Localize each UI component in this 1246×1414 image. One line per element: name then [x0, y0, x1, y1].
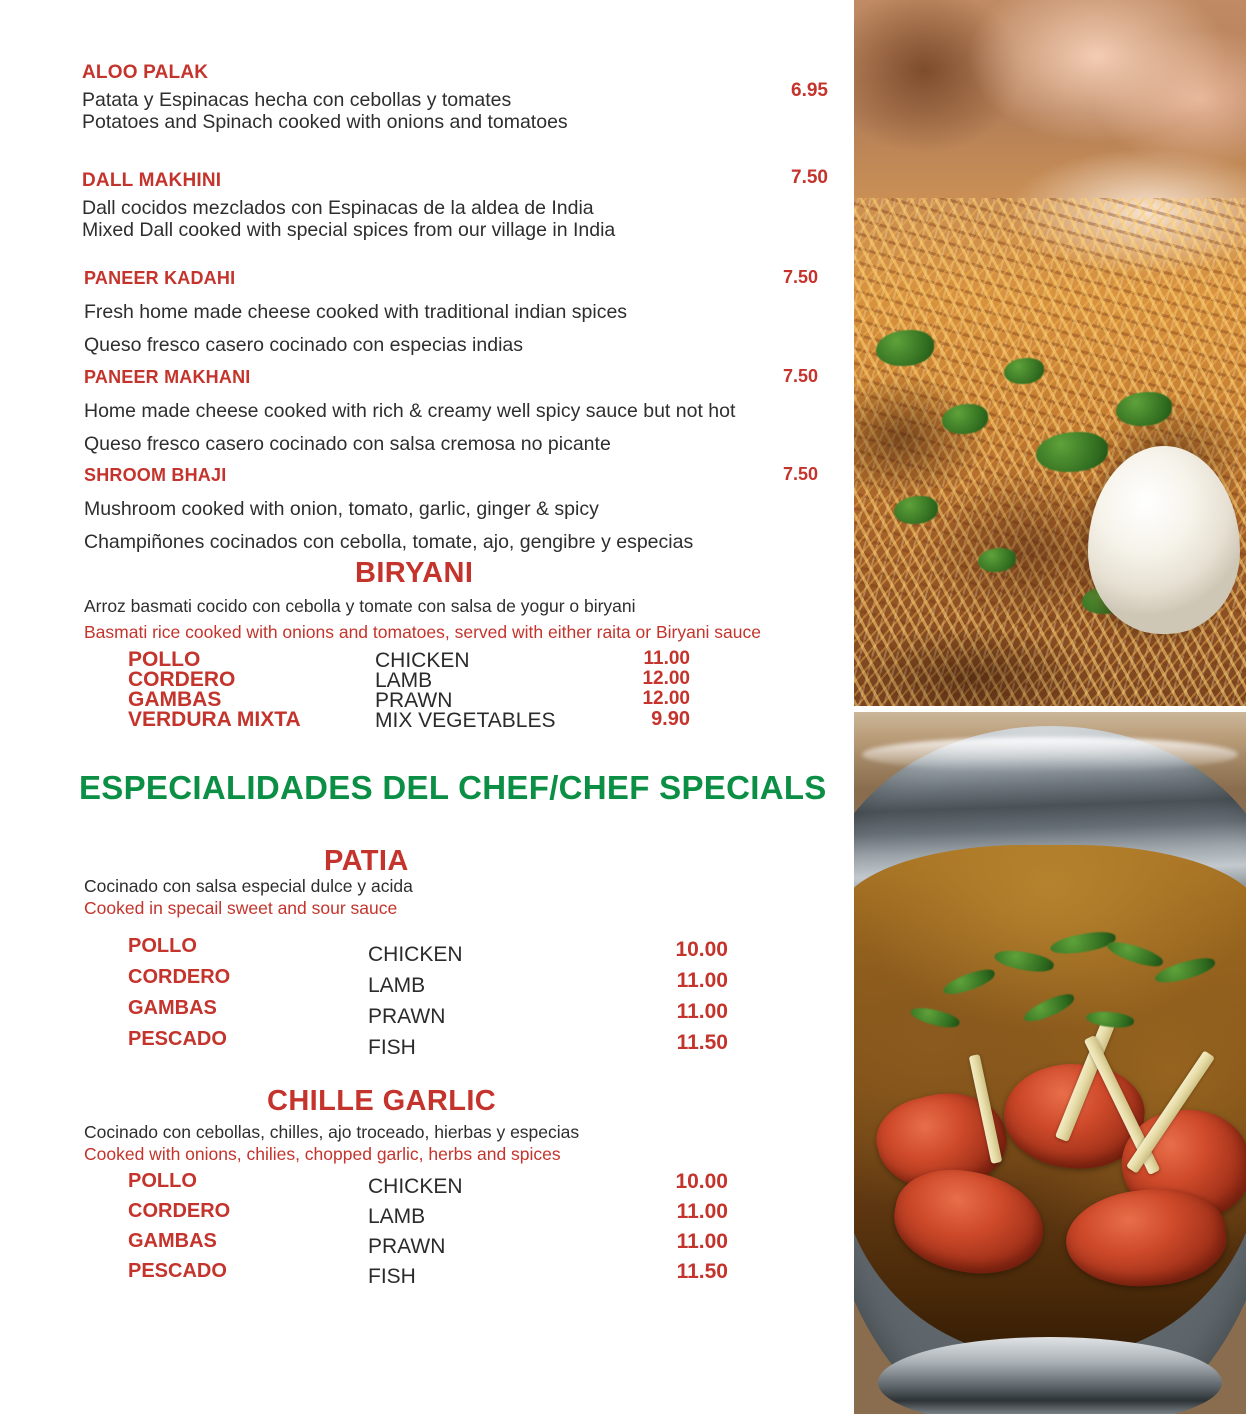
dish-description-en: Potatoes and Spinach cooked with onions and tomatoes	[82, 111, 568, 134]
chille-description-en: Cooked with onions, chilies, chopped garlic, herbs and spices	[84, 1144, 561, 1164]
dish-name: ALOO PALAK	[82, 62, 209, 83]
item-price: 12.00	[642, 688, 690, 709]
item-price: 11.00	[676, 969, 728, 992]
photo-column	[854, 0, 1246, 1414]
bowl-rim-highlight	[862, 737, 1238, 772]
item-price: 10.00	[675, 938, 728, 961]
dish-price: 7.50	[782, 366, 818, 386]
item-name-es: CORDERO	[128, 1200, 231, 1222]
item-price: 12.00	[642, 668, 690, 689]
item-name-en: FISH	[368, 1265, 416, 1288]
item-price: 11.00	[676, 1230, 728, 1253]
item-name-en: LAMB	[368, 1205, 426, 1228]
item-name-en: LAMB	[375, 669, 433, 692]
dish-description-es: Patata y Espinacas hecha con cebollas y tomates	[82, 89, 512, 111]
patia-price-table	[128, 935, 728, 1059]
dish-price: 6.95	[791, 80, 828, 101]
item-price: 11.00	[643, 648, 690, 669]
dish-description-es: Queso fresco casero cocinado con salsa cremosa no picante	[84, 433, 611, 456]
dish-price: 7.50	[791, 167, 828, 188]
chille-description-es: Cocinado con cebollas, chilles, ajo troceado, hierbas y especias	[84, 1122, 580, 1142]
item-name-en: CHICKEN	[368, 1175, 463, 1198]
item-price: 11.00	[676, 1000, 728, 1023]
dish-name: DALL MAKHINI	[82, 170, 222, 191]
menu-item-shroom-bhaji	[84, 465, 693, 554]
dish-name: SHROOM BHAJI	[84, 465, 227, 485]
item-name-es: POLLO	[128, 1170, 197, 1192]
dish-description-en: Mushroom cooked with onion, tomato, garlic, ginger & spicy	[84, 498, 599, 520]
biryani-description-en: Basmati rice cooked with onions and tomatoes, served with either raita or Biryani sauce	[84, 622, 761, 642]
item-name-es: POLLO	[128, 648, 201, 671]
item-name-en: CHICKEN	[375, 649, 470, 672]
biryani-price-table	[128, 648, 708, 732]
item-name-en: CHICKEN	[368, 943, 463, 966]
table-row	[128, 648, 708, 672]
table-row	[128, 1170, 728, 1200]
item-name-en: LAMB	[368, 974, 426, 997]
item-name-es: PESCADO	[128, 1028, 227, 1050]
chille-garlic-price-table	[128, 1170, 728, 1290]
table-row	[128, 1200, 728, 1230]
table-row	[128, 1230, 728, 1260]
item-name-es: CORDERO	[128, 966, 231, 988]
section-title-chille-garlic: CHILLE GARLIC	[267, 1085, 497, 1117]
table-row	[128, 966, 728, 997]
section-title-patia: PATIA	[324, 845, 409, 877]
patia-description-es: Cocinado con salsa especial dulce y acida	[84, 876, 413, 896]
item-price: 11.50	[676, 1260, 728, 1283]
dish-description-en: Home made cheese cooked with rich & creamy well spicy sauce but not hot	[84, 400, 736, 422]
item-name-es: GAMBAS	[128, 688, 222, 711]
item-name-es: GAMBAS	[128, 1230, 217, 1252]
item-price: 11.50	[676, 1031, 728, 1054]
dish-price: 7.50	[782, 267, 818, 287]
dish-price: 7.50	[782, 464, 818, 484]
dish-name: PANEER KADAHI	[84, 268, 236, 288]
dish-description-en: Fresh home made cheese cooked with traditional indian spices	[84, 301, 628, 323]
item-name-es: POLLO	[128, 935, 197, 957]
table-row	[128, 935, 728, 966]
item-price: 9.90	[651, 708, 690, 730]
item-name-es: GAMBAS	[128, 997, 217, 1019]
table-row	[128, 997, 728, 1028]
item-price: 10.00	[675, 1170, 728, 1193]
item-name-en: PRAWN	[375, 689, 453, 712]
dish-description-en: Mixed Dall cooked with special spices from our village in India	[82, 219, 616, 242]
menu-item-paneer-kadahi	[84, 268, 627, 357]
item-price: 11.00	[676, 1200, 728, 1223]
table-row	[128, 708, 708, 732]
menu-item-aloo-palak	[82, 62, 568, 134]
biryani-description-es: Arroz basmati cocido con cebolla y tomate con salsa de yogur o biryani	[84, 596, 636, 616]
item-name-en: FISH	[368, 1036, 416, 1059]
item-name-en: PRAWN	[368, 1005, 446, 1028]
item-name-es: CORDERO	[128, 668, 236, 691]
section-title-biryani: BIRYANI	[355, 557, 474, 589]
dish-description-es: Queso fresco casero cocinado con especias indias	[84, 334, 523, 357]
patia-description-en: Cooked in specail sweet and sour sauce	[84, 898, 398, 918]
dish-name: PANEER MAKHANI	[84, 367, 251, 387]
item-name-en: MIX VEGETABLES	[375, 709, 556, 732]
menu-item-dall-makhini	[82, 170, 615, 242]
item-name-en: PRAWN	[368, 1235, 446, 1258]
table-row	[128, 668, 708, 692]
biryani-rice-with-egg-photo	[854, 0, 1246, 706]
dish-description-es: Dall cocidos mezclados con Espinacas de la aldea de India	[82, 197, 594, 219]
table-row	[128, 1028, 728, 1059]
menu-item-paneer-makhani	[84, 367, 735, 456]
dish-description-es: Champiñones cocinados con cebolla, tomate, ajo, gengibre y especias	[84, 531, 694, 554]
table-row	[128, 1260, 728, 1290]
item-name-es: PESCADO	[128, 1260, 227, 1282]
table-row	[128, 688, 708, 712]
curry-bowl-with-tomato-and-ginger-photo	[854, 712, 1246, 1414]
section-title-chef-specials: ESPECIALIDADES DEL CHEF/CHEF SPECIALS	[79, 769, 827, 806]
item-name-es: VERDURA MIXTA	[128, 708, 301, 731]
